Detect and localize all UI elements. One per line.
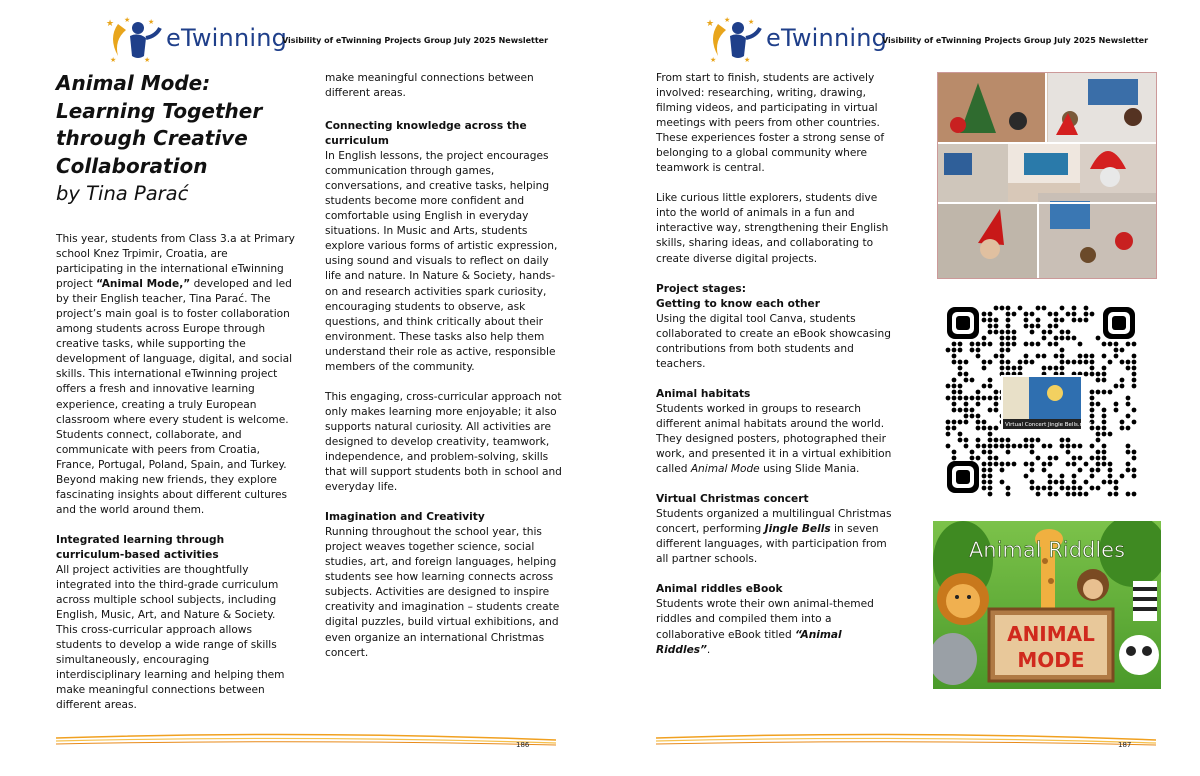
section-body: All project activities are thoughtfully integrated into the third-grade curriculum across multiple school subjects, including English, Music, Art, and Nature & Society. This cross-curricular approach allows students to develop a wide range of skills simultaneously, encouraging interdisciplinary learning and helping them make meaningful connections between different areas. [56,563,285,712]
section-body: in seven different languages, with participation from all partner schools. [656,523,887,566]
classroom-photo-collage [937,72,1157,279]
continued-text: make meaningful connections between different areas. [325,72,534,100]
title-line: Collaboration [56,153,208,178]
svg-text:★: ★ [706,19,715,29]
svg-text:★: ★ [144,56,151,62]
intro-text: developed and led by their English teacher, Tina Parać. The project’s main goal is to foster collaboration among students across Europe through creative tasks, while supporting the development of language, digital, and social skills. This international eTwinning project offers a fresh and innovative learning experience, creating a truly European classroom where every student is welcome. Students connect, collaborate, and communicate with peers from Croatia, France, Portugal, Poland, Spain, and Turkey. Beyond making new friends, they explore fascinating insights about different cultures and the world around them. [56,278,293,516]
section-body: using Slide Mania. [759,463,860,476]
svg-text:★: ★ [710,56,717,62]
page-number: 187 [1118,741,1132,749]
page-header [104,14,584,64]
integrated-continued [325,71,563,101]
newsletter-header-title: Visibility of eTwinning Projects Group July 2025 Newsletter [882,36,1149,45]
title-line: Animal Mode: [56,71,211,95]
section-body: Students wrote their own animal-themed riddles and compiled them into a collaborative eBook titled [656,598,874,641]
footer-wave-lines [656,732,1156,748]
page-number: 186 [516,741,530,749]
left-column-2 [325,71,563,676]
logo-wordmark: eTwinning [166,24,288,52]
classroom-photo-image [938,73,1156,278]
qr-caption: Virtual Concert Jingle Bells.mp4 [1005,422,1092,428]
explorers-paragraph: Like curious little explorers, students dive into the world of animals in a fun and interactive way, strengthening their English skills, sharing ideas, and collaborating to create diverse digital projects. [656,192,889,265]
svg-text:★: ★ [124,16,131,24]
section-heading: Animal habitats [656,387,751,400]
qr-finder-pattern [1103,307,1135,339]
title-line: through Creative [56,126,248,150]
footer-wave-lines [56,732,556,748]
exhibition-name: Animal Mode [690,463,760,476]
connecting-section [325,119,563,375]
intro-text: This year, students from Class 3.a at Primary school Knez Trpimir, Croatia, are participating in the international eTwinning project [56,233,295,291]
etwinning-figure-icon [704,16,764,62]
svg-text:★: ★ [748,18,755,26]
etwinning-figure-icon [104,16,164,62]
poster-sign-line: MODE [1017,648,1085,672]
newsletter-header-title: Visibility of eTwinning Projects Group July 2025 Newsletter [282,36,549,45]
qr-finder-pattern [947,461,979,493]
svg-text:★: ★ [110,56,117,62]
engaging-paragraph: This engaging, cross-curricular approach not only makes learning more enjoyable; it also supports natural curiosity. All activities are designed to develop creativity, teamwork, independence, and problem-solving, skills that will support students both in school and everyday life. [325,390,562,494]
section-body: Students organized a multilingual Christmas concert, performing [656,508,892,536]
title-line: Learning Together [56,98,263,123]
section-body: Students worked in groups to research different animal habitats around the world. They designed posters, photographed their work, and presented it in a virtual exhibition called [656,402,892,476]
ebook-title: “Animal Riddles” [656,628,842,656]
page-header [704,14,1184,64]
article-byline: by Tina Parać [56,182,189,205]
right-page [600,0,1200,776]
section-body: Using the digital tool Canva, students collaborated to create an eBook showcasing contributions from both students and teachers. [656,312,891,370]
concert-section [656,492,894,567]
article-title [56,70,296,180]
left-column-1 [56,70,296,728]
animal-riddles-poster [933,521,1161,689]
riddles-section [656,582,894,657]
section-heading: Project stages: [656,282,746,295]
section-body: . [706,643,711,656]
section-heading: Imagination and Creativity [325,511,485,524]
section-heading: Virtual Christmas concert [656,493,809,506]
qr-code[interactable] [945,305,1137,497]
section-body: In English lessons, the project encourages communication through games, conversations, and creative tasks, helping students become more confident and comfortable using English in everyday situations. In Music and Arts, students explore various forms of artistic expression, using sound and visuals to reflect on daily life and nature. In Nature & Society, hands-on and research activities spark curiosity, encouraging students to observe, ask questions, and think critically about their environment. These tasks also help them understand their role as active, responsible members of the community. [325,150,558,373]
song-title: Jingle Bells [764,523,831,536]
section-body: Running throughout the school year, this project weaves together science, social studies, art, and foreign languages, helping students see how learning connects across subjects. Activities are designed to inspire creativity and imagination – students create digital puzzles, build virtual exhibitions, and even organize an international Christmas concert. [325,526,560,659]
svg-text:★: ★ [106,19,115,29]
habitats-section [656,387,894,477]
section-subheading: Getting to know each other [656,297,820,310]
svg-text:★: ★ [724,16,731,24]
etwinning-logo [704,14,888,64]
qr-finder-pattern [947,307,979,339]
svg-text:★: ★ [148,18,155,26]
start-finish-paragraph: From start to finish, students are actively involved: researching, writing, drawing, filming videos, and participating in virtual meetings with peers from other countries. These experiences foster a strong sense of belonging to a global community where teamwork is central. [656,72,885,175]
section-heading: Integrated learning through curriculum-based activities [56,533,225,561]
section-heading: Animal riddles eBook [656,583,783,596]
imagination-section [325,510,563,660]
svg-text:★: ★ [744,56,751,62]
poster-sign-line: ANIMAL [1007,622,1095,646]
poster-title: Animal Riddles [968,538,1126,562]
project-name: “Animal Mode,” [96,278,191,291]
etwinning-logo [104,14,288,64]
qr-code-image [945,305,1137,497]
stages-section [656,282,894,372]
integrated-section [56,533,296,714]
intro-paragraph [56,232,296,518]
logo-wordmark: eTwinning [766,24,888,52]
animal-riddles-illustration [933,521,1161,689]
section-heading: Connecting knowledge across the curriculum [325,120,527,148]
right-column [656,71,894,673]
